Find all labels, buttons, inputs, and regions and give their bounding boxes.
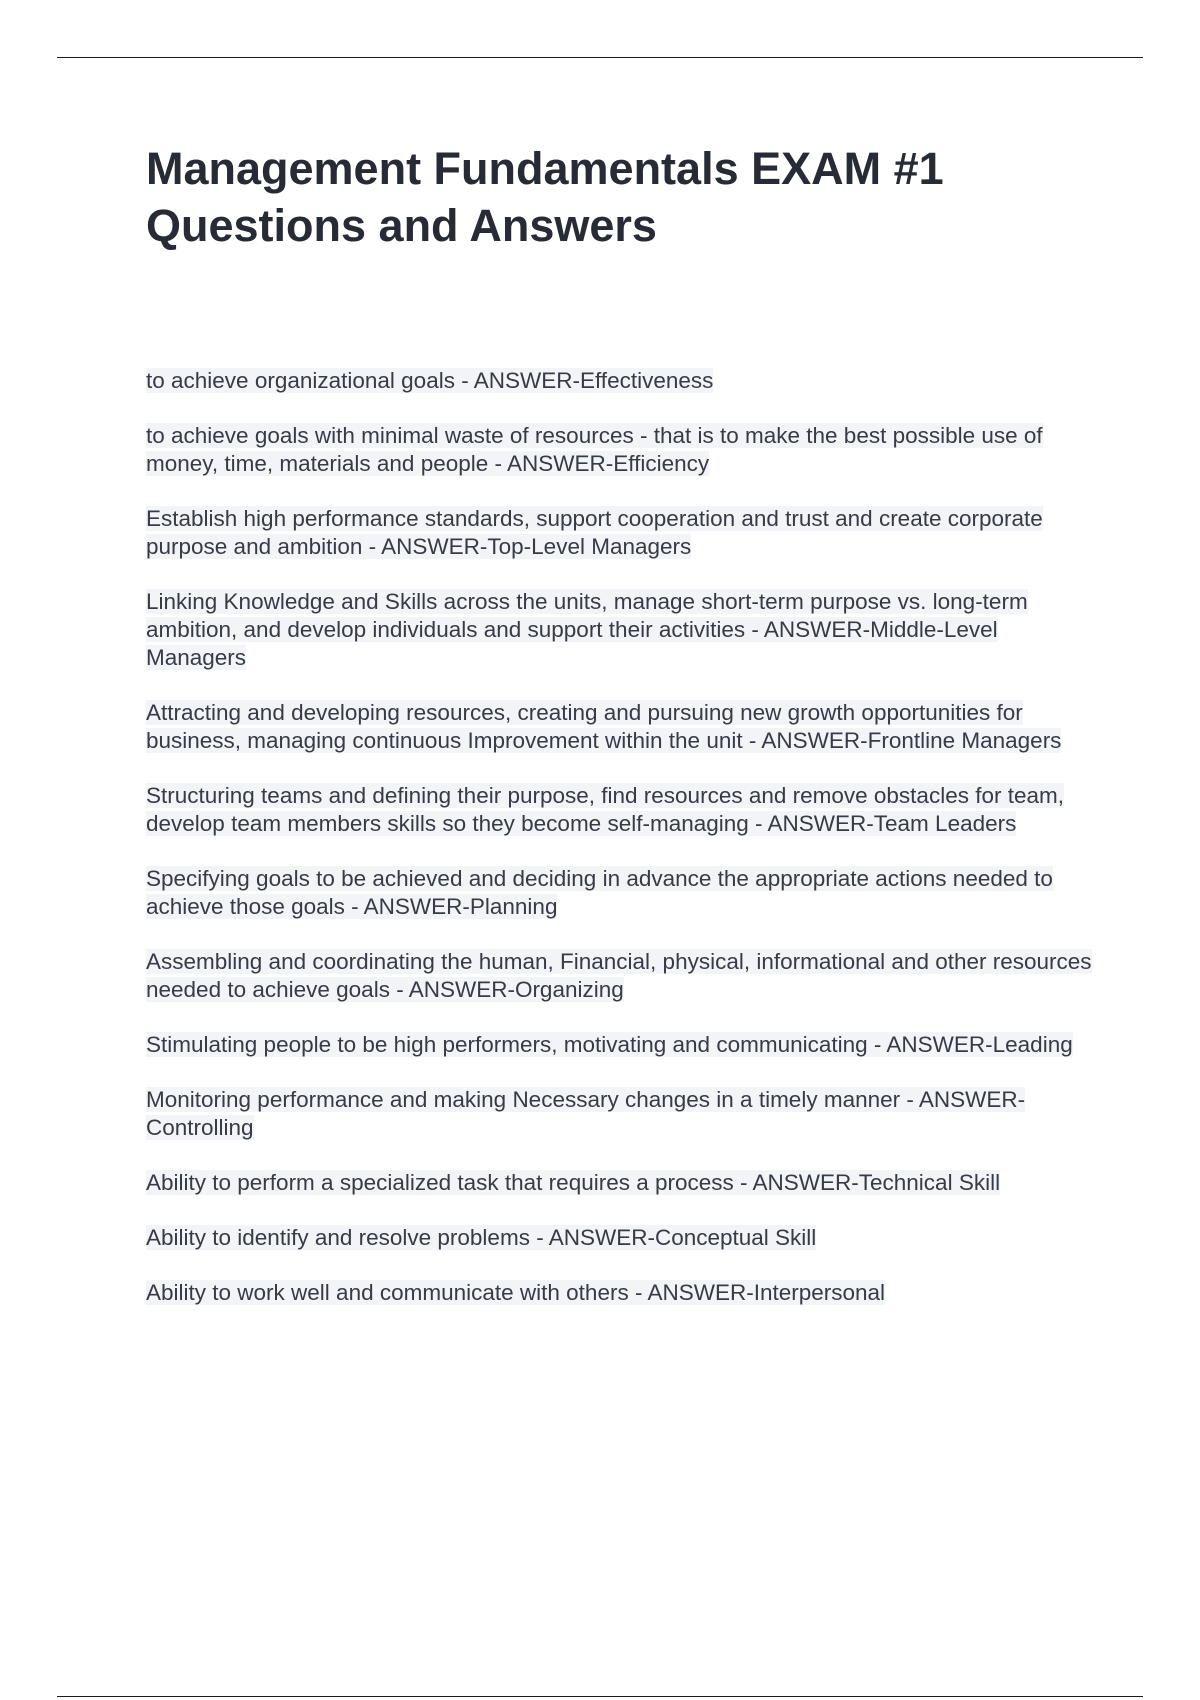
document-body	[146, 140, 1096, 1334]
footer-divider	[57, 1696, 1143, 1697]
qa-item: Ability to perform a specialized task that requires a process - ANSWER-Technical Skill	[146, 1170, 1001, 1195]
page-title-line-2: Questions and Answers	[146, 200, 657, 251]
qa-item: to achieve goals with minimal waste of resources - that is to make the best possible use of money, time, materials and people - ANSWER-Efficiency	[146, 423, 1043, 476]
page-title-line-1: Management Fundamentals EXAM #1	[146, 143, 944, 194]
qa-item: Ability to identify and resolve problems - ANSWER-Conceptual Skill	[146, 1225, 817, 1250]
qa-item: Linking Knowledge and Skills across the units, manage short-term purpose vs. long-term ambition, and develop individuals and support their activities - ANSWER-Middle-Level Managers	[146, 589, 1028, 670]
qa-item: Structuring teams and defining their purpose, find resources and remove obstacles for team, develop team members skills so they become self-managing - ANSWER-Team Leaders	[146, 783, 1064, 836]
qa-item: Attracting and developing resources, creating and pursuing new growth opportunities for business, managing continuous Improvement within the unit - ANSWER-Frontline Managers	[146, 700, 1062, 753]
qa-item: to achieve organizational goals - ANSWER-Effectiveness	[146, 368, 714, 393]
qa-item: Assembling and coordinating the human, Financial, physical, informational and other resources needed to achieve goals - ANSWER-Organizing	[146, 949, 1092, 1002]
header-divider	[57, 57, 1143, 58]
qa-item: Specifying goals to be achieved and deciding in advance the appropriate actions needed to achieve those goals - ANSWER-Planning	[146, 866, 1053, 919]
qa-item: Establish high performance standards, support cooperation and trust and create corporate purpose and ambition - ANSWER-Top-Level Managers	[146, 506, 1043, 559]
page-title	[146, 140, 1096, 254]
qa-item: Ability to work well and communicate with others - ANSWER-Interpersonal	[146, 1280, 886, 1305]
qa-list	[146, 367, 1096, 1307]
qa-item: Stimulating people to be high performers, motivating and communicating - ANSWER-Leading	[146, 1032, 1073, 1057]
qa-item: Monitoring performance and making Necessary changes in a timely manner - ANSWER-Controlling	[146, 1087, 1026, 1140]
